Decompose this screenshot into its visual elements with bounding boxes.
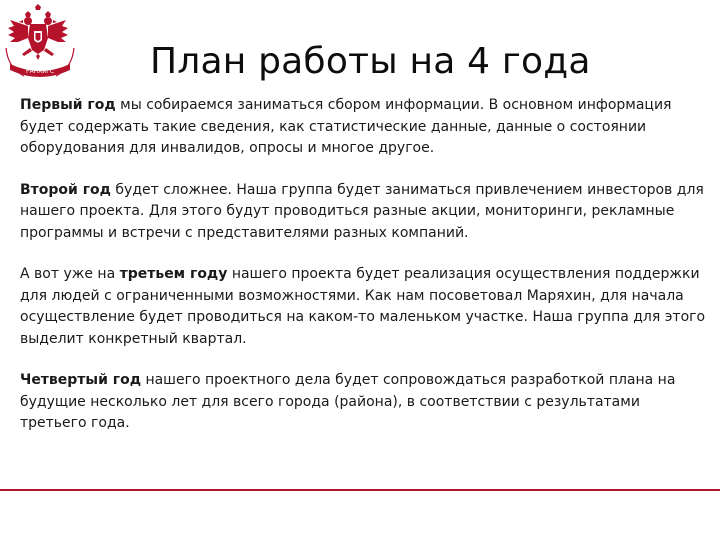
plan-text (20, 95, 710, 455)
year-2-text: будет сложнее. Наша группа будет заниматься привлечением инвесторов для нашего проекта. Для этого будут проводиться разные акции, мониторинги, рекламные программы и встречи с представителями разных компаний. (20, 181, 704, 241)
year-3-label: третьем году (119, 266, 228, 282)
year-4-text: нашего проектного дела будет сопровождаться разработкой плана на будущие несколько лет для всего города (района), в соответствии с результатами третьего года. (20, 372, 676, 431)
year-2-label: Второй год (20, 181, 111, 198)
year-3-text: нашего проекта будет реализация осуществления поддержки для людей с ограниченными возможностями. Как нам посоветовал Маряхин, для начала осуществление будет проводиться на каком-то маленьком участке. Наша группа для этого выделит конкретный квартал. (20, 266, 706, 347)
paragraph-year-3 (20, 264, 710, 350)
double-headed-eagle-icon (4, 4, 76, 82)
bottom-divider (0, 489, 720, 491)
paragraph-year-2 (20, 180, 710, 245)
year-1-label: Первый год (20, 97, 116, 113)
year-1-text: мы собираемся заниматься сбором информации. В основном информация будет содержать такие сведения, как статистические данные, данные о состоянии оборудования для инвалидов, опросы и многое другое. (20, 97, 672, 156)
paragraph-year-1 (20, 95, 710, 160)
paragraph-year-4 (20, 370, 710, 435)
year-4-label: Четвертый год (20, 372, 141, 388)
page-title: План работы на 4 года (150, 41, 591, 82)
logo (4, 4, 76, 82)
logo-caption: РАНХиГС (25, 68, 55, 75)
year-3-lead-in: А вот уже на (20, 266, 120, 282)
